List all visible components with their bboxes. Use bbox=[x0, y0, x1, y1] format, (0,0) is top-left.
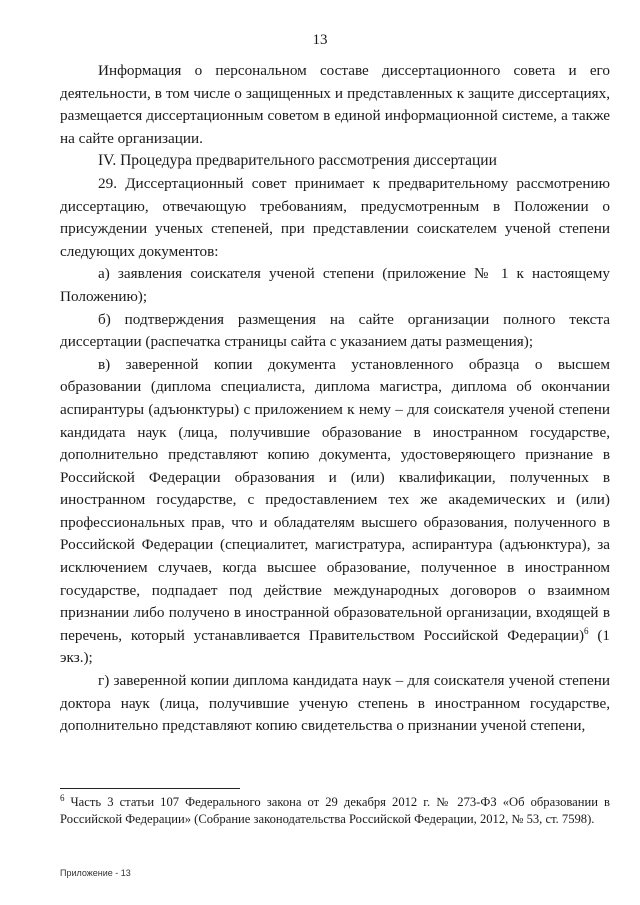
item-b: б) подтверждения размещения на сайте организации полного текста диссертации (распечатка страницы сайта с указанием даты размещения); bbox=[60, 310, 610, 351]
intro-paragraph: Информация о персональном составе диссертационного совета и его деятельности, в том числе о защищенных и представленных к защите диссертациях, размещается диссертационным советом в единой информационной системе, а также на сайте организации. bbox=[60, 62, 610, 147]
item-v-text: в) заверенной копии документа установленного образца о высшем образовании (диплома специалиста, диплома магистра, диплома об окончании аспирантуры (адъюнктуры) с приложением к нему – для соискателя ученой степени кандидата наук (лица, получившие образование в иностранном государстве, дополнительно представляют копию документа, удостоверяющего признание в Российской Федерации образования и (или) квалификации, полученных в иностранном государстве, с предоставлением тех же академических и (или) профессиональных прав, что и обладателям высшего образования, полученного в Российской Федерации (специалитет, магистратура, аспирантура (адъюнктура), за исключением случаев, когда высшее образование, полученное в иностранном государстве, подпадает под действие международных договоров о взаимном признании либо получено в иностранной образовательной организации, входящей в перечень, который устанавливается Правительством Российской Федерации) bbox=[60, 355, 610, 644]
page-number: 13 bbox=[312, 32, 328, 48]
paragraph-29: 29. Диссертационный совет принимает к предварительному рассмотрению диссертацию, отвечающую требованиям, предусмотренным в Положении о присуждении ученых степеней, при представлении соискателем ученой степени следующих документов: bbox=[60, 174, 610, 260]
item-v-tail: (1 экз.); bbox=[60, 626, 611, 667]
item-g: г) заверенной копии диплома кандидата наук – для соискателя ученой степени доктора наук (лица, получившие ученую степень в иностранном государстве, дополнительно представляют копию свидетельства о признании ученой степени, bbox=[60, 672, 610, 735]
footnote-text: Часть 3 статьи 107 Федерального закона от 29 декабря 2012 г. № 273-ФЗ «Об образовании в Российской Федерации» (Собрание законодательства Российской Федерации, 2012, № 53, ст. 7598). bbox=[60, 795, 610, 826]
footnote-reference: 6 bbox=[584, 625, 589, 636]
footnote-marker: 6 bbox=[60, 792, 65, 803]
footnote bbox=[60, 794, 610, 827]
item-a: а) заявления соискателя ученой степени (приложение № 1 к настоящему Положению); bbox=[60, 265, 610, 305]
item-v bbox=[60, 354, 610, 670]
section-heading: IV. Процедура предварительного рассмотрения диссертации bbox=[98, 152, 497, 170]
page-footer: Приложение - 13 bbox=[60, 868, 131, 878]
footnote-divider bbox=[60, 788, 240, 789]
body-text bbox=[60, 60, 610, 738]
